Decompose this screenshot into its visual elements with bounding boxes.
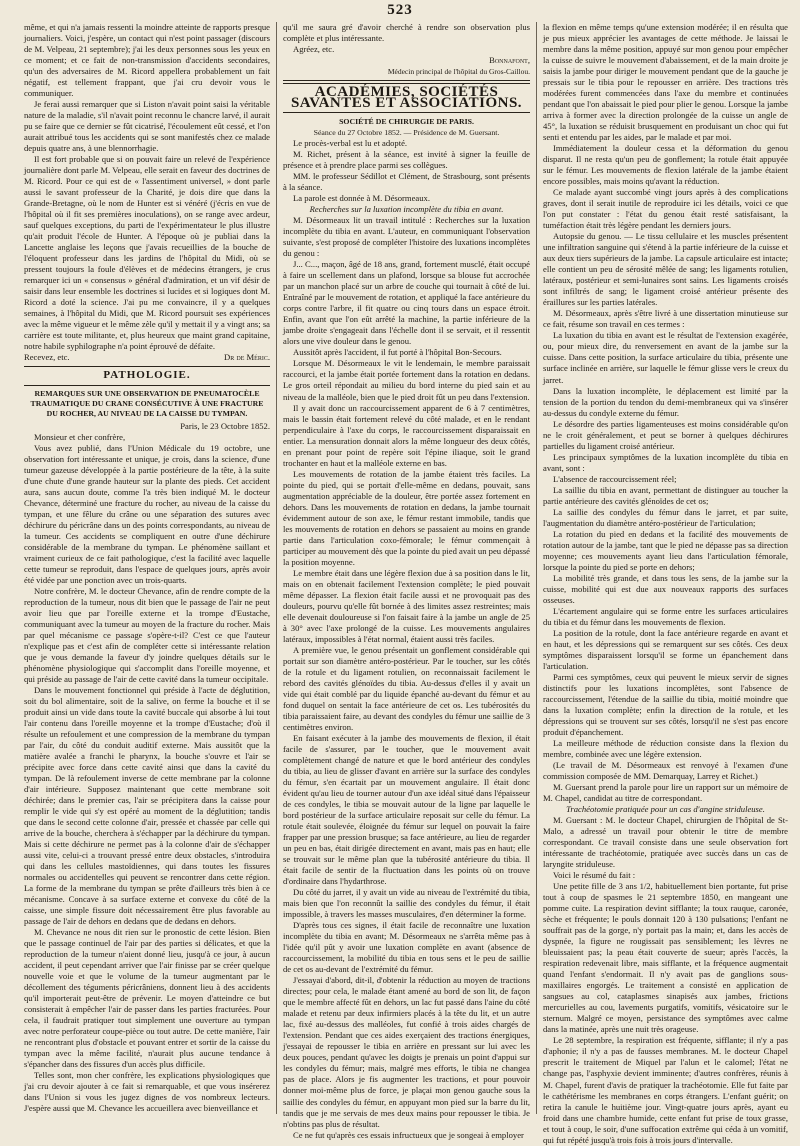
paragraph: En faisant exécuter à la jambe des mouvements de flexion, il était facile de s'assurer, par le toucher, que le mouvement avait complètement changé de nature et que le bord antérieur des condyles du tibia, au lieu de glisser d'avant en arrière sur la surface des condyles du fémur, s'en écartait par un mouvement angulaire. Il était donc évident qu'au lieu de tourner autour d'un axe idéal situé dans l'épaisseur de ces condyles, le tibia se mouvait autour de la ligne par laquelle le bord postérieur de la surface articulaire reposait sur celle du fémur. La rotule était soulevée, éloignée du fémur sur lequel on pouvait la faire frapper par une pression brusque; sa face antérieure, au lieu de regarder un peu en bas, était dirigée directement en avant, mais pas en haut; elle se trouvait sur le même plan que la tubérosité antérieure du tibia. Il était facile de sentir de la fluctuation dans les points où on trouve d'ordinaire dans l'hydarthrose. [283, 732, 530, 887]
article-title: REMARQUES SUR UNE OBSERVATION DE PNEUMATOCÈLE TRAUMATIQUE DU CRANE CONSÉCUTIVE À UNE FRACTURE DU ROCHER, AU NIVEAU DE LA CAISSE DU TYMPAN. [30, 388, 264, 418]
paragraph: Notre confrère, M. le docteur Chevance, afin de rendre compte de la reproduction de la tumeur, nous dit bien que le passage de l'air ne peut avoir lieu que par l'oreille externe et la trompe d'Eustache, communiquant avec la tumeur au moyen de la fracture du rocher. Mais par quel mécanisme ce passage s'opère-t-il? C'est ce que l'auteur n'explique pas et c'est afin de compléter cette si intéressante relation que je vous demande la faveur d'y joindre quelques détails sur le phénomène physiologique qui s'accomplit dans l'oreille moyenne, et qui préside au passage de l'air de cette cavité dans la tumeur occipitale. [24, 585, 270, 684]
paragraph: L'écartement angulaire qui se forme entre les surfaces articulaires du tibia et du fémur dans les mouvements de flexion. [543, 605, 788, 627]
paragraph: Immédiatement la douleur cessa et la déformation du genou disparut. Il ne resta qu'un peu de gonflement; la rotule était appuyée sur le fémur. Les mouvements de flexion latérale de la jambe étaient encore possibles, mais moins qu'avant la réduction. [543, 143, 788, 187]
paragraph: Du côté du jarret, il y avait un vide au niveau de l'extrémité du tibia, mais bien que l'on reconnût la saillie des condyles du fémur, il était impossible, à travers les masses musculaires, d'en déterminer la forme. [283, 887, 530, 920]
subtitle: Recherches sur la luxation incomplète du tibia en avant. [309, 204, 504, 215]
paragraph: Je ferai aussi remarquer que si Liston n'avait point saisi la véritable nature de la maladie, s'il n'avait point reconnu le chancre larvé, il aurait pu se faire que ce dernier se fût cicatrisé, l'écoulement eût cessé, et l'on aurait attribué tous les accidents qui se sont manifestés chez ce malade depuis quatre ans, à une blennorrhagie. [24, 99, 270, 154]
paragraph: Il est fort probable que si on pouvait faire un relevé de l'expérience journalière dont parle M. Velpeau, elle serait en faveur des doctrines de M. Ricord. Pour ce qui est de « l'assentiment universel, » dont parle aussi le savant professeur de la Charité, je dois dire que dans la Grande-Bretagne, où le nom de Hunter est si vénéré (j'écris en vue de l'hôpital où il fit ses premières inoculations), on se range avec ardeur, sauf quelques exceptions, du parti de l'expérimentateur le plus illustre qu'ait produit l'école de Hunter. A l'époque où je publiai dans la Lancette anglaise les leçons que j'avais recueillies de la bouche de l'éloquent professeur dans les jardins de l'hôpital du Midi, où se pressent toujours la foule d'élèves et de médecins étrangers, je crus remarquer ici un « consensus » général d'admiration, et un vif désir de saisir dans leur ensemble les doctrines si lucides et si logiques dont M. Ricord a doté la science. J'ai pu me convaincre, il y a quelques semaines, à l'hôpital du Midi, que M. Ricord poursuit ses expériences avec la même vigueur et le même zèle qu'il y mettait il y a vingt ans; sa carrière est toute militante, et, plus heureux que maint grand capitaine, notre habile syphilographe n'a point éprouvé de défaite. [24, 154, 270, 352]
paragraph: Dans le mouvement fonctionnel qui préside à l'acte de déglutition, soit du bol alimentaire, soit de la salive, on ferme la bouche et il se produit ainsi un vide dans toute la cavité buccale qui absorbe à lui tout l'air contenu dans l'oreille moyenne et la trompe d'Eustache; d'où il résulte un refoulement et une compression de la membrane du tympan par l'air, du côté du conduit auditif externe. Mais aussitôt que la matière avalée a franchi le pharynx, la bouche s'ouvre et l'air se précipite avec force dans cette cavité ainsi que dans la cavité du tympan. De là refoulement inverse de cette membrane par la colonne d'air intérieure. Supposez maintenant que cette membrane soit déchirée; dans le premier cas, l'air se précipitera dans la caisse pour remplir le vide qui s'y est opéré au moment de la déglutition; tandis que dans le second cette colonne d'air, pressée et chassée par celle qui arrive de la bouche, cherchera à s'échapper par la déchirure du tympan. Mais si cette déchirure ne permet pas à la colonne d'air de s'échapper aussi vite, celui-ci a trouvant pressé entre deux obstacles, s'introduira qui dans les cellules mastoïdiennes, qui dans toutes les fissures normales ou accidentelles qui peuvent se rencontrer dans cette région. La forme de la membrane du tympan se prête d'ailleurs très bien à ce mécanisme. Concave à sa surface externe et convexe du côté de la caisse, une simple fissure doit nécessairement être plus favorable au passage de l'air de dehors en dedans que de dedans en dehors. [24, 684, 270, 927]
paragraph: Autopsie du genou. — Le tissu cellulaire et les muscles présentent une infiltration sanguine qui s'étend à la partie inférieure de la cuisse et aux deux tiers supérieurs de la jambe. La capsule articulaire est intacte; elle contient un peu de sérosité mêlée de sang; les ligaments rotulien, latéraux, postérieur et semi-lunaires sont sains. Les ligaments croisés sont infiltrés de sang; le ligament croisé antérieur présente des éraillures sur les parties latérales. [543, 231, 788, 308]
paragraph: A première vue, le genou présentait un gonflement considérable qui portait sur son diamètre antéro-postérieur. Par le toucher, sur les côtés de la rotule et du ligament rotulien, on reconnaissait facilement le rebord des cavités glénoïdes du tibia. Au-dessus d'elles il y avait un vide qui était comblé par du liquide épanché au-devant du fémur et au fond duquel on sentait la face antérieure de cet os. Les tubérosités du tibia paraissaient faire, au devant des condyles du fémur une saillie de 3 centimètres environ. [283, 644, 530, 732]
letter-signoff [24, 352, 270, 363]
column-1 [24, 22, 270, 1114]
paragraph: Telles sont, mon cher confrère, les explications physiologiques que j'ai cru devoir ajouter à ce fait si remarquable, et que vous insérerez dans l'Union si vous les jugez dignes de vos nombreux lecteurs. J'espère aussi que M. Chevance les accueillera avec bienveillance et [24, 1070, 270, 1114]
paragraph: la flexion en même temps qu'une extension modérée; il en résulta que je pus mieux apprécier les avantages de cette méthode. Je laissai le membre dans la même position, appuyé sur mon genou pour empêcher la cuisse de suivre le mouvement d'abaissement, et de la main droite je saisis la jambe pour diriger le mouvement pendant que de la gauche je pressais sur le tibia pour le repousser en arrière. Des tractions très modérées furent commencées dans l'axe du membre et continuées pendant que l'on abaissait le pied pour plier le genou. Lorsque la jambe arriva à former avec la direction prolongée de la cuisse un angle de 45°, la luxation se réduisit brusquement en produisant un choc qui fut senti et entendu par les aides, par le malade et par moi. [543, 22, 788, 143]
paragraph: Le membre était dans une légère flexion due à sa position dans le lit, mais on en obtenait facilement l'extension complète; le pied pouvait même dépasser. La flexion était facile aussi et ne provoquait pas des douleurs, pourvu qu'elle fût bornée à des limites assez restreintes; mais elle devenait douloureuse si l'on faisait faire à la jambe un angle de 25 à 30° avec l'axe prolongé de la cuisse. Les mouvements angulaires latéraux, impossibles à l'état normal, étaient aussi très faciles. [283, 567, 530, 644]
dateline: Paris, le 23 Octobre 1852. [180, 420, 270, 431]
paragraph: Le procès-verbal est lu et adopté. [293, 138, 408, 149]
paragraph: La mobilité très grande, et dans tous les sens, de la jambe sur la cuisse, mobilité qui est due aux nouveaux rapports des surfaces osseuses. [543, 572, 788, 605]
column-3 [543, 22, 788, 1145]
paragraph: La saillie du tibia en avant, permettant de distinguer au toucher la partie antérieure des cavités glénoïdes de cet os; [543, 484, 788, 506]
paragraph: MM. le professeur Sédillot et Clément, de Strasbourg, sont présents à la séance. [283, 171, 530, 193]
signature: Dr de Méric. [224, 352, 270, 363]
paragraph: qu'il me saura gré d'avoir cherché à rendre son observation plus complète et plus intéressante. [283, 22, 530, 44]
paragraph: M. Richet, présent à la séance, est invité à signer la feuille de présence et à prendre place parmi ses collègues. [283, 149, 530, 171]
paragraph: La parole est donnée à M. Désormeaux. [293, 193, 430, 204]
paragraph: Vous avez publié, dans l'Union Médicale du 19 octobre, une observation fort intéressante et unique, je crois, dans la science, d'une tumeur gazeuse développée à la partie postérieure de la tête, à la suite d'une chute d'une grande hauteur sur la plante des pieds. Cet accident aura, sans aucun doute, comme l'a très bien indiqué M. le docteur Chevance, déterminé une fracture du rocher, au niveau de la caisse du tympan, et une fêlure du crâne ou une séparation des sutures avec déchirure du péricrâne dans un des points correspondants, au niveau de la tumeur. Ces accidents se compliquent en outre d'une déchirure considérable de la membrane du tympan. Le phénomène saillant et vraiment curieux de ce fait pathologique, c'est la facilité avec laquelle cette tumeur se reproduit, dans l'espace de quelques jours, après avoir été vidée par une ponction avec un trois-quarts. [24, 442, 270, 585]
section-title: PATHOLOGIE. [103, 369, 191, 382]
paragraph: Le 28 septembre, la respiration est fréquente, sifflante; il n'y a pas d'aphonie; il n'y a pas de fausses membranes. M. le docteur Chapel prescrit le traitement de Miquel par l'alun et le calomel; l'état ne change pas, l'asphyxie devient imminente; d'autres confrères, réunis à M. Chapel, furent d'avis de pratiquer la trachéotomie. Elle fut faite par le cathétérisme les membranes en corps étrangers. L'enfant guérit; on retira la canule le huitième jour. Vingt-quatre jours après, ayant eu froid dans une chambre humide, cette enfant fut prise de toux grasse, et tout à coup, le soir, d'une suffocation extrême qui céda à un vomitif, qui fut répété jusqu'à trois fois à trois jours d'intervalle. [543, 1035, 788, 1145]
paragraph: Il y avait donc un raccourcissement apparent de 6 à 7 centimètres, mais le bassin était fortement relevé du côté malade, et en le rendant perpendiculaire à l'axe du corps, le raccourcissement disparaissait en entier. La mensuration donnait alors la même longueur des deux côtés, en prenant pour point de repère soit l'épine iliaque, soit le grand trochanter en haut et la malléole externe en bas. [283, 402, 530, 468]
paragraph: J... C..., maçon, âgé de 18 ans, grand, fortement musclé, était occupé à faire un scellement dans un plafond, lorsque sa blouse fut accrochée par un manchon placé sur un arbre de couche qui tournait à côté de lui. Entraîné par le mouvement de rotation, et appliqué la face antérieure du corps contre l'arbre, il fit quatre ou cinq tours dans un espace étroit. Enfin, avant que l'on eût arrêté la machine, la partie inférieure de la jambe droite s'engageait dans l'échelle dont il se servait, et il ressentit alors une vive douleur dans le genou. [283, 259, 530, 347]
paragraph: Lorsque M. Désormeaux le vit le lendemain, le membre paraissait raccourci, et la jambe était portée fortement dans la rotation en dedans. Le gros orteil répondait au milieu du bord interne du pied sain et au niveau de la malléole, bien que le pied droit fût un peu dans l'extension. [283, 358, 530, 402]
paragraph: Parmi ces symptômes, ceux qui peuvent le mieux servir de signes distinctifs pour les luxations incomplètes, sont l'absence de raccourcissement, l'étendue de la saillie du tibia, moitié moindre que dans la luxation complète; enfin la direction de la rotule, et les dépressions qui se trouvent sur ses côtés, lorsqu'il ne s'est pas encore produit d'épanchement. [543, 671, 788, 737]
signature-title: Médecin principal de l'hôpital du Gros-Caillou. [387, 67, 530, 77]
paragraph: Ce malade ayant succombé vingt jours après à des complications graves, dont il serait inutile de reproduire ici les détails, voici ce que l'on put constater : l'état du genou était resté satisfaisant, la tuméfaction était très légère pendant les derniers jours. [543, 187, 788, 231]
paragraph: M. Chevance ne nous dit rien sur le pronostic de cette lésion. Bien que le passage continuel de l'air par des parties si délicates, et que la reproduction de la tumeur n'aient donné lieu, jusqu'à ce jour, à aucun accident, il peut cependant arriver que l'air finisse par se créer quelque nouvelle voie et que le volume de la tumeur augmentant par le décollement des téguments péricrâniens, donnent lieu à des accidents qu'il importerait peut-être de prévenir. Le moyen d'atteindre ce but consisterait à empêcher l'air de passer dans les parties fracturées. Pour cela, il faudrait pratiquer tout simplement une ouverture au tympan avec notre perforateur coupe-pièce ou tout autre. De cette manière, l'air ne rencontrant plus d'obstacle et pouvant entrer et sortir de la caisse du tympan avec la même facilité, n'aurait plus aucune tendance à s'épancher dans des fissures d'un accès plus difficile. [24, 927, 270, 1070]
paragraph: L'absence de raccourcissement réel; [553, 473, 677, 484]
paragraph: Voici le résumé du fait : [553, 870, 636, 881]
divider [24, 385, 270, 386]
paragraph: J'essayai d'abord, dit-il, d'obtenir la réduction au moyen de tractions directes; pour cela, le malade étant amené au bord de son lit, de façon que le membre affecté fût en dehors, un lac fut passé dans l'aine du côté malade et retenu par deux infirmiers placés à la tête du lit, et un autre lac, fixé au-dessus des malléoles, fut confié à trois aides chargés de l'extension. Pendant que ces aides exerçaient des tractions énergiques, j'essayai de repousser le tibia en arrière en pressant sur lui avec les deux pouces, pendant qu'avec les doigts je prenais un point d'appui sur les condyles du fémur; mais, malgré mes efforts, le tibia ne changea pas de place. Alors je fis augmenter les tractions, et pour pouvoir donner moi-même plus de force, je plaçai mon genou gauche sous la saillie des condyles du fémur, en appuyant mon pied sur la barre du lit, tandis que je me servais de mes deux mains pour repousser le tibia. Je n'obtins pas plus de résultat. [283, 975, 530, 1129]
divider [24, 366, 270, 367]
column-2 [283, 22, 530, 1140]
paragraph: Les mouvements de rotation de la jambe étaient très faciles. La pointe du pied, qui se portait d'elle-même en dedans, pouvait, sans augmentation appréciable de la douleur, être portée assez fortement en dehors. Dans les mouvements de rotation en dedans, la jambe tournait évidemment autour de son axe, le fémur restant immobile, tandis que les mouvements de rotation en dehors se passaient au moins en grande partie dans l'articulation coxo-fémorale; le fémur commençait à participer au mouvement dès que la pointe du pied avait un peu dépassé la position moyenne. [283, 468, 530, 567]
session-line: Séance du 27 Octobre 1852. — Présidence de M. Guersant. [313, 128, 500, 138]
paragraph: La rotation du pied en dedans et la facilité des mouvements de rotation autour de la jambe, tant que le pied ne dépasse pas sa direction moyenne; ces mouvements ayant lieu dans l'articulation fémorale, lorsque la pointe du pied se porte en dehors; [543, 528, 788, 572]
subtitle: Trachéotomie pratiquée pour un cas d'angine striduleuse. [566, 804, 765, 815]
column-separator [276, 22, 277, 1114]
society-name: SOCIÉTÉ DE CHIRURGIE DE PARIS. [339, 117, 474, 127]
paragraph: La luxation du tibia en avant est le résultat de l'extension exagérée, ou, pour mieux dire, du renversement en avant de la jambe sur la cuisse. Dans cette position, la surface articulaire du tibia, présente une surface inclinée en arrière, sur laquelle le fémur glisse vers le creux du jarret. [543, 330, 788, 385]
paragraph: même, et qui n'a jamais ressenti la moindre atteinte de rapports presque journaliers. Voici, j'espère, un contact qui n'est point passager (discours de M. Velpeau, 21 septembre); j'ai les deux personnes sous les yeux en ce moment; et ce fait de non-transmission d'accidents secondaires, qu'un des adversaires de M. Ricord appellera probablement un fait négatif, est tellement frappant, que j'ai cru devoir vous le communiquer. [24, 22, 270, 99]
closing: Agréez, etc. [293, 44, 335, 55]
page-number: 523 [387, 2, 413, 18]
column-separator [536, 22, 537, 1114]
salutation: Monsieur et cher confrère, [34, 431, 126, 442]
divider [283, 112, 530, 113]
section-title: ACADÉMIES, SOCIÉTÉS SAVANTES ET ASSOCIATIONS. [290, 84, 523, 112]
paragraph: D'après tous ces signes, il était facile de reconnaître une luxation incomplète du tibia en avant; M. Désormeaux ne s'arrêta même pas à l'idée qu'il pût y avoir une luxation complète en avant (absence de raccourcissement, la mobilité du tibia en tous sens et le peu de saillie de cet os au-devant de l'extrémité du fémur. [283, 920, 530, 975]
paragraph: Le désordre des parties ligamenteuses est moins considérable qu'on ne le croit généralement, et peut se borner à quelques déchirures partielles du ligament croisé antérieur. [543, 418, 788, 451]
paragraph: M. Guersant prend la parole pour lire un rapport sur un mémoire de M. Chapel, candidat au titre de correspondant. [543, 782, 788, 804]
paragraph: Dans la luxation incomplète, le déplacement est limité par la tension de la portion du tendon du demi-membraneux qui va s'insérer au-dessus du condyle externe du fémur. [543, 385, 788, 418]
paragraph: M. Désormeaux lit un travail intitulé : Recherches sur la luxation incomplète du tibia en avant. L'auteur, en communiquant l'observation suivante, s'est proposé de compléter l'histoire des luxations incomplètes du genou : [283, 215, 530, 259]
paragraph: La meilleure méthode de réduction consiste dans la flexion du membre, combinée avec une légère extension. [543, 738, 788, 760]
paragraph: La position de la rotule, dont la face antérieure regarde en avant et en haut, et les dépressions qui se remarquent sur ses côtés. Ces deux symptômes disparaissent lorsqu'il se forme un épanchement dans l'articulation. [543, 627, 788, 671]
paragraph: M. Désormeaux, après s'être livré à une dissertation minutieuse sur ce fait, résume son travail en ces termes : [543, 308, 788, 330]
closing: Recevez, etc. [24, 352, 70, 363]
paragraph: Une petite fille de 3 ans 1/2, habituellement bien portante, fut prise tout à coup de spasmes le 21 septembre 1850, en mangeant une pomme cuite. La respiration devint sifflante; la toux rauque, caronée, sèche et fréquente; le pouls donnait 120 à 130 pulsations; l'enfant ne souffrait pas de la gorge, n'y portait pas la main; et, dans les accès de dyspnée, la figure ne rougissait pas sensiblement; les lèvres ne bleuissaient pas; la peau était couverte de sueur; après l'accès, la respiration redevenait libre, mais sifflante, et la fréquence augmentait quand l'enfant s'endormait. Il n'y avait pas de ganglions sous-maxillaires engorgés. Le traitement a consisté en application de sangsues au col, cataplasmes sinapisés aux jambes, frictions mercurielles au cou, lavements purgatifs, vomitifs, vésicatoire sur le sternum. Malgré ce moyen, persistance des symptômes avec calme dans la matinée, après une nuit très orageuse. [543, 881, 788, 1035]
paragraph: La saillie des condyles du fémur dans le jarret, et par suite, l'augmentation du diamètre antéro-postérieur de l'articulation; [543, 506, 788, 528]
paragraph: Ce ne fut qu'après ces essais infructueux que je songeai à employer [293, 1129, 524, 1140]
signature: Bonnafont, [489, 55, 530, 66]
paragraph: (Le travail de M. Désormeaux est renvoyé à l'examen d'une commission composée de MM. Demarquay, Larrey et Richet.) [543, 760, 788, 782]
paragraph: M. Guersant : M. le docteur Chapel, chirurgien de l'hôpital de St-Malo, a adressé un travail pour obtenir le titre de membre correspondant. Ce travail consiste dans une seule observation fort intéressante de trachéotomie, pratiquée avec succès dans un cas de laryngite striduleuse. [543, 815, 788, 870]
paragraph: Les principaux symptômes de la luxation incomplète du tibia en avant, sont : [543, 451, 788, 473]
paragraph: Aussitôt après l'accident, il fut porté à l'hôpital Bon-Secours. [293, 347, 502, 358]
